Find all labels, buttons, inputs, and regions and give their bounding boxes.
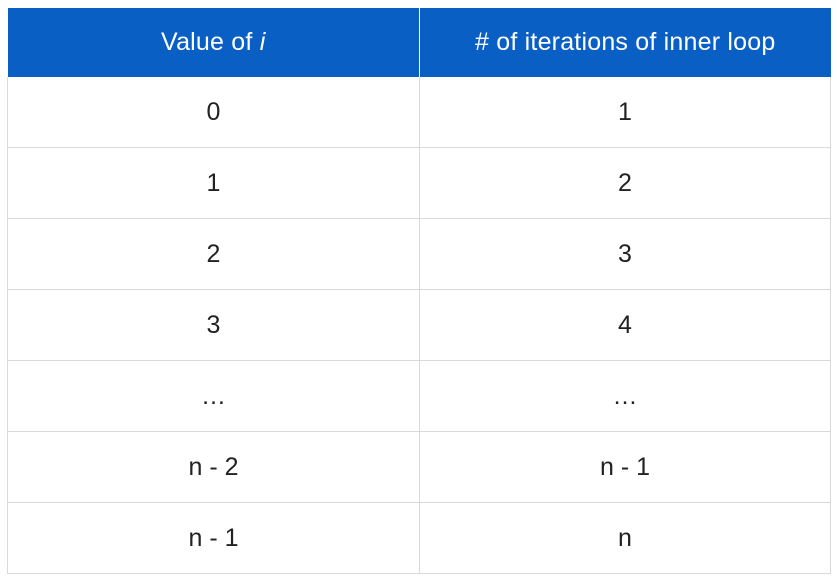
header-value-of-i-prefix: Value of bbox=[161, 28, 260, 56]
header-value-of-i bbox=[8, 8, 420, 77]
table-header bbox=[8, 8, 831, 77]
table-row bbox=[8, 219, 831, 290]
cell-value-of-i: 2 bbox=[8, 219, 420, 290]
cell-value-of-i: 1 bbox=[8, 148, 420, 219]
table-row bbox=[8, 361, 831, 432]
cell-value-of-i: … bbox=[8, 361, 420, 432]
loop-iterations-table bbox=[7, 8, 831, 574]
header-iterations: # of iterations of inner loop bbox=[420, 8, 831, 77]
cell-value-of-i: 3 bbox=[8, 290, 420, 361]
cell-iterations: 3 bbox=[420, 219, 831, 290]
header-variable-i: i bbox=[259, 28, 266, 56]
cell-iterations: … bbox=[420, 361, 831, 432]
table-row bbox=[8, 77, 831, 148]
cell-iterations: 1 bbox=[420, 77, 831, 148]
cell-iterations: n - 1 bbox=[420, 432, 831, 503]
table-row bbox=[8, 290, 831, 361]
table-row bbox=[8, 148, 831, 219]
header-row bbox=[8, 8, 831, 77]
cell-iterations: 2 bbox=[420, 148, 831, 219]
cell-value-of-i: n - 2 bbox=[8, 432, 420, 503]
table-body bbox=[8, 77, 831, 574]
cell-value-of-i: n - 1 bbox=[8, 503, 420, 574]
cell-iterations: 4 bbox=[420, 290, 831, 361]
cell-value-of-i: 0 bbox=[8, 77, 420, 148]
loop-iterations-table-wrapper bbox=[7, 8, 830, 574]
table-row bbox=[8, 503, 831, 574]
table-row bbox=[8, 432, 831, 503]
cell-iterations: n bbox=[420, 503, 831, 574]
